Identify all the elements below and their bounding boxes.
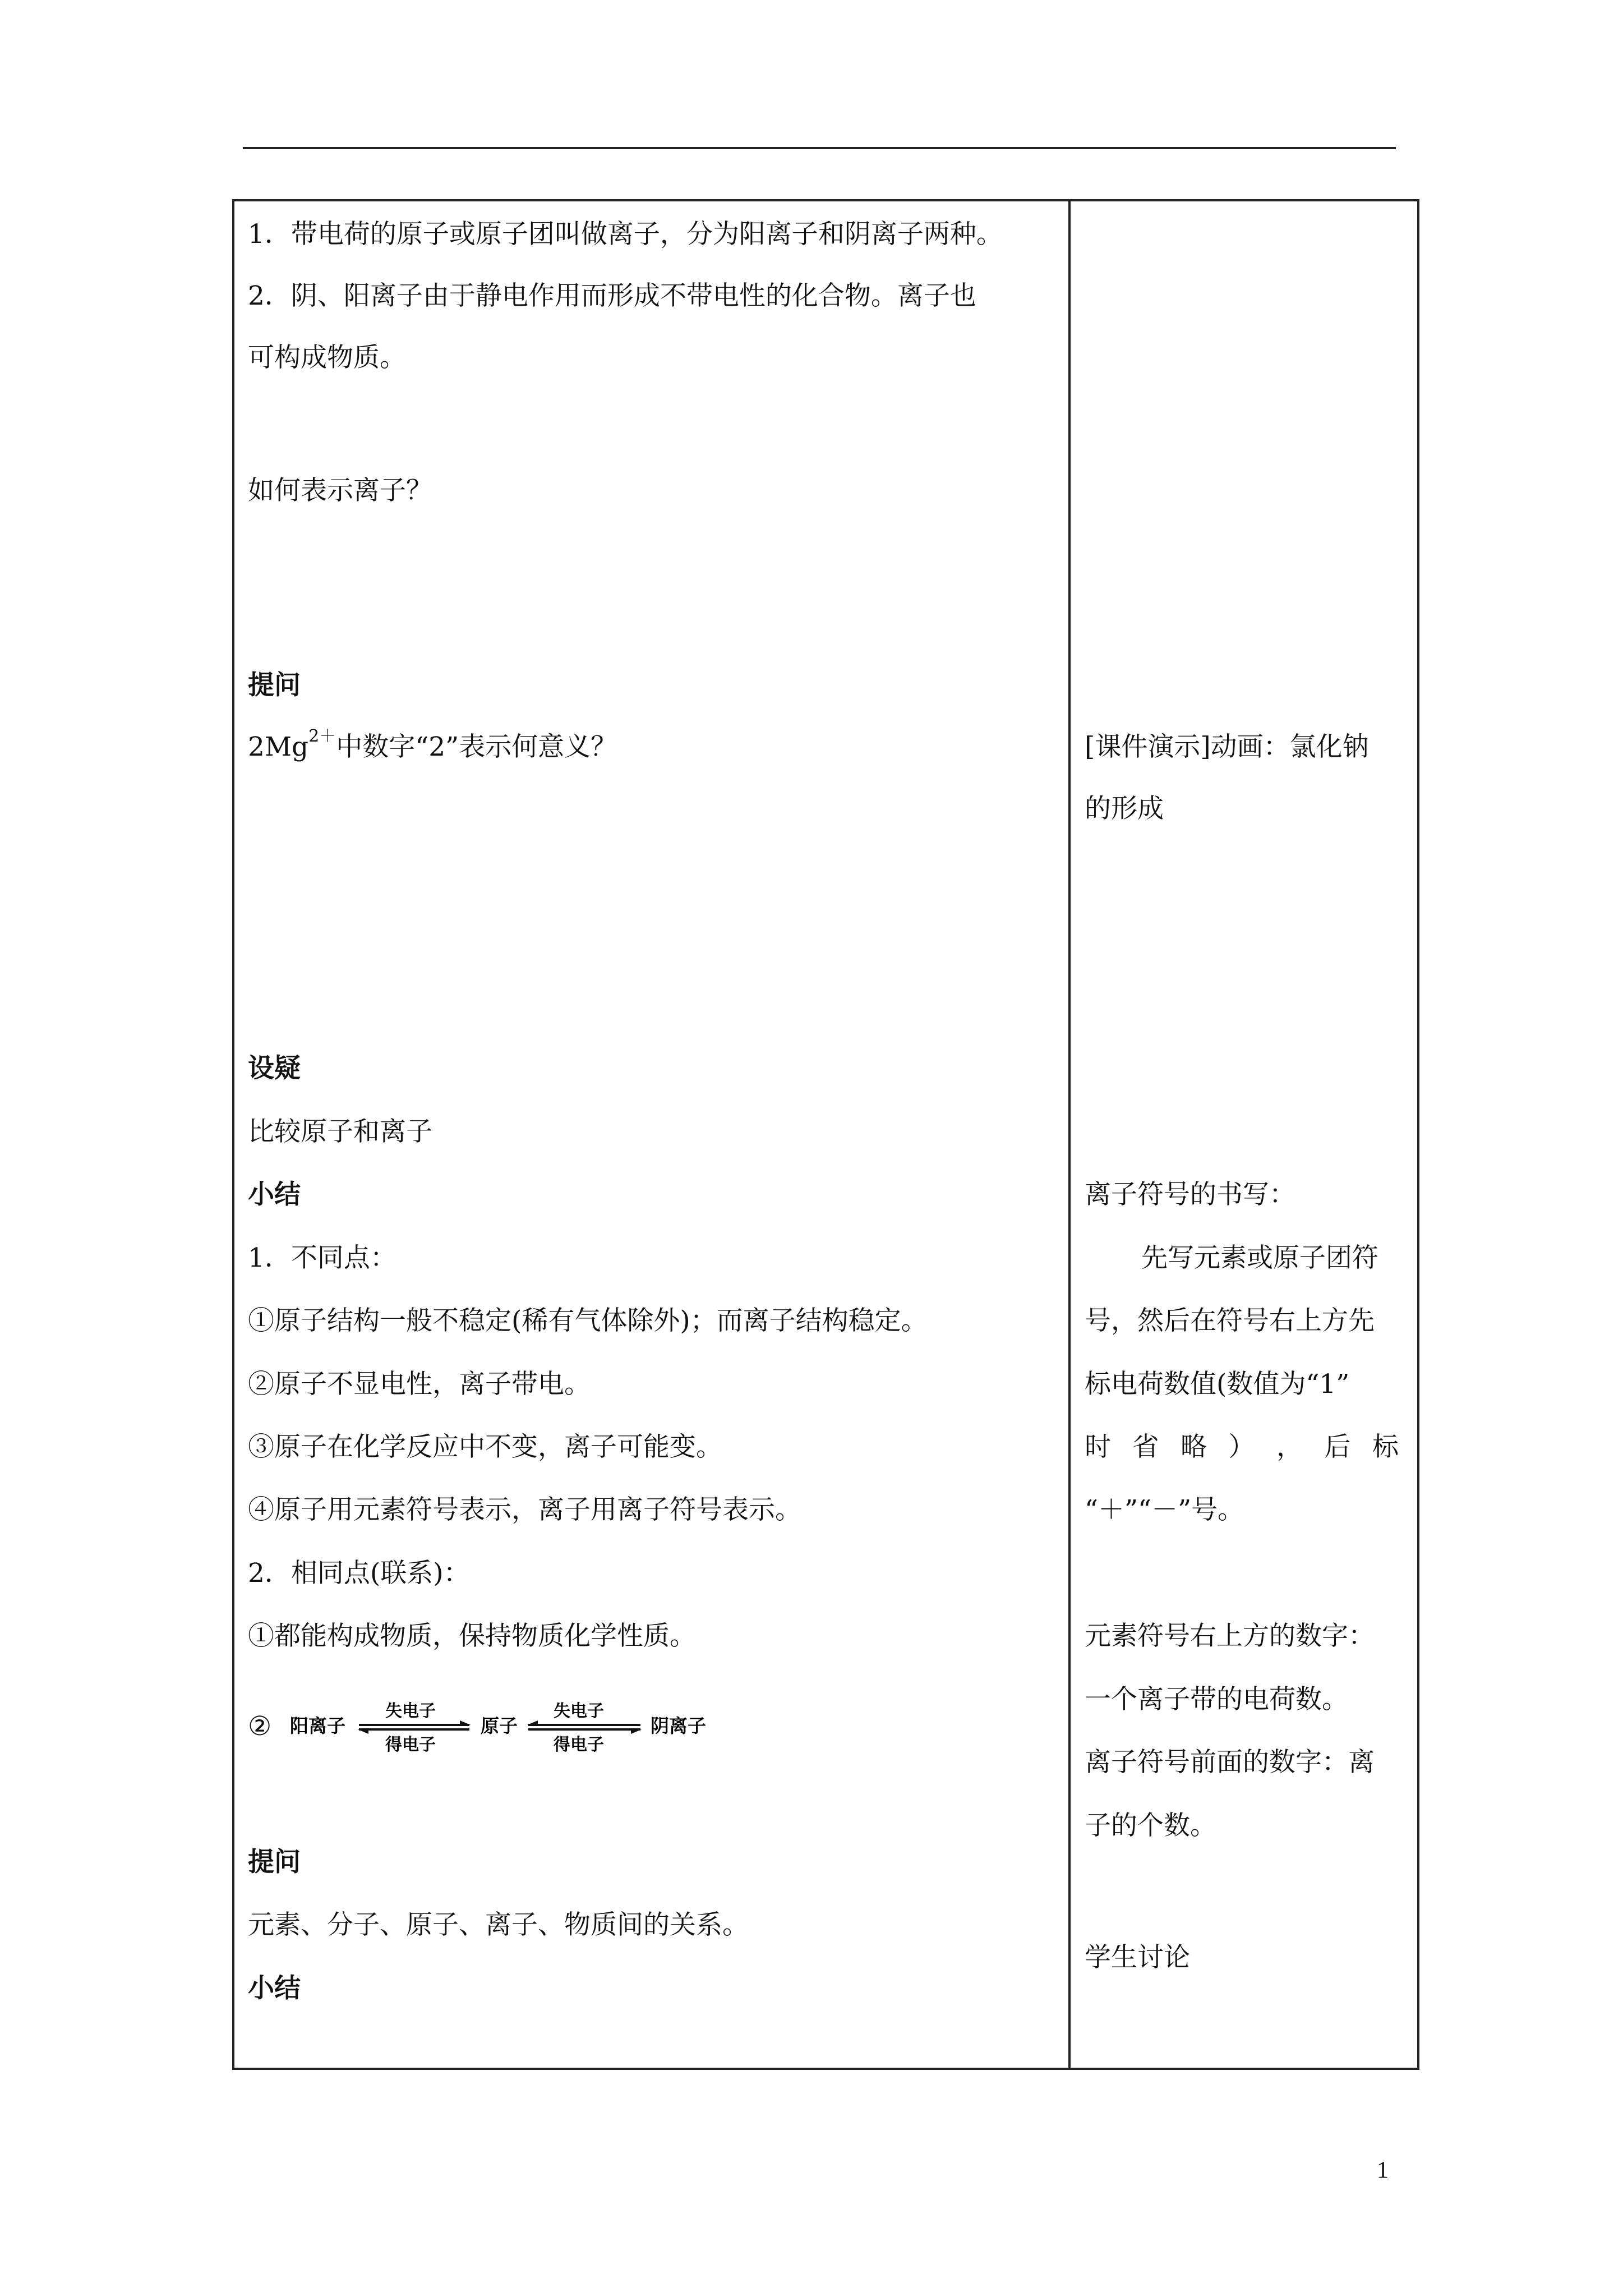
page-number: 1 bbox=[1377, 2157, 1389, 2183]
symbol-rule-line-1: 先写元素或原子团符 bbox=[1141, 1243, 1378, 1273]
symbol-rule-title: 离子符号的书写： bbox=[1085, 1179, 1295, 1210]
heading-summary-1: 小结 bbox=[248, 1179, 301, 1210]
diagram-gain-electron-label-1: 得电子 bbox=[385, 1735, 436, 1755]
number-meaning-4: 子的个数。 bbox=[1085, 1810, 1216, 1841]
diagram-cation-label: 阳离子 bbox=[290, 1715, 345, 1737]
diagram-arrowhead-left-1 bbox=[358, 1729, 368, 1734]
paragraph-ion-definition: 1．带电荷的原子或原子团叫做离子，分为阳离子和阴离子两种。 bbox=[248, 219, 1003, 250]
student-discussion: 学生讨论 bbox=[1085, 1942, 1190, 1973]
demo-note-2: 的形成 bbox=[1085, 793, 1164, 824]
diagram-arrowhead-left-2 bbox=[527, 1720, 538, 1725]
diagram-atom-label: 原子 bbox=[481, 1715, 518, 1737]
heading-summary-2: 小结 bbox=[248, 1973, 301, 2004]
demo-note-1: [课件演示]动画：氯化钠 bbox=[1085, 731, 1369, 762]
diagram-arrowhead-right-2 bbox=[631, 1729, 642, 1734]
heading-question-1: 提问 bbox=[248, 670, 301, 701]
diagram-arrowhead-right-1 bbox=[460, 1720, 471, 1725]
number-meaning-2: 一个离子带的电荷数。 bbox=[1085, 1684, 1348, 1715]
difference-title: 1．不同点： bbox=[248, 1243, 396, 1273]
relation-question: 元素、分子、原子、离子、物质间的关系。 bbox=[248, 1910, 749, 1940]
symbol-rule-line-3: 标电荷数值(数值为“1” bbox=[1085, 1369, 1350, 1400]
difference-item-4: ④原子用元素符号表示，离子用离子符号表示。 bbox=[248, 1494, 801, 1525]
symbol-rule-line-5: “＋”“－”号。 bbox=[1085, 1494, 1244, 1525]
number-meaning-3: 离子符号前面的数字：离 bbox=[1085, 1747, 1375, 1778]
number-meaning-1: 元素符号右上方的数字： bbox=[1085, 1621, 1375, 1651]
compare-atom-ion: 比较原子和离子 bbox=[248, 1116, 432, 1147]
similarity-title: 2．相同点(联系)： bbox=[248, 1558, 470, 1589]
paragraph-ionic-compound-2: 可构成物质。 bbox=[248, 342, 406, 373]
question-mg-ion: $2Mg^{2+}$中数字“2”表示何意义？ bbox=[248, 726, 617, 762]
similarity-item-1: ①都能构成物质，保持物质化学性质。 bbox=[248, 1621, 696, 1651]
symbol-rule-line-4: 时 省 略 ） ， 后 标 bbox=[1085, 1432, 1399, 1462]
symbol-rule-line-2: 号，然后在符号右上方先 bbox=[1085, 1305, 1375, 1336]
diagram-lose-electron-label-1: 失电子 bbox=[385, 1701, 436, 1721]
diagram-anion-label: 阴离子 bbox=[651, 1715, 706, 1737]
header-rule bbox=[243, 147, 1396, 149]
difference-item-2: ②原子不显电性，离子带电。 bbox=[248, 1369, 591, 1400]
paragraph-ionic-compound-1: 2．阴、阳离子由于静电作用而形成不带电性的化合物。离子也 bbox=[248, 280, 976, 311]
difference-item-3: ③原子在化学反应中不变，离子可能变。 bbox=[248, 1432, 722, 1462]
diagram-lose-electron-label-2: 失电子 bbox=[554, 1701, 604, 1721]
diagram-gain-electron-label-2: 得电子 bbox=[554, 1735, 604, 1755]
column-divider bbox=[1068, 199, 1071, 2070]
ion-atom-conversion-diagram bbox=[248, 1694, 753, 1761]
question-ion-notation: 如何表示离子？ bbox=[248, 475, 432, 506]
difference-item-1: ①原子结构一般不稳定(稀有气体除外)；而离子结构稳定。 bbox=[248, 1305, 928, 1336]
heading-question-2: 提问 bbox=[248, 1847, 301, 1878]
similarity-item-2-marker: ② bbox=[248, 1711, 272, 1742]
heading-doubt: 设疑 bbox=[248, 1053, 301, 1084]
